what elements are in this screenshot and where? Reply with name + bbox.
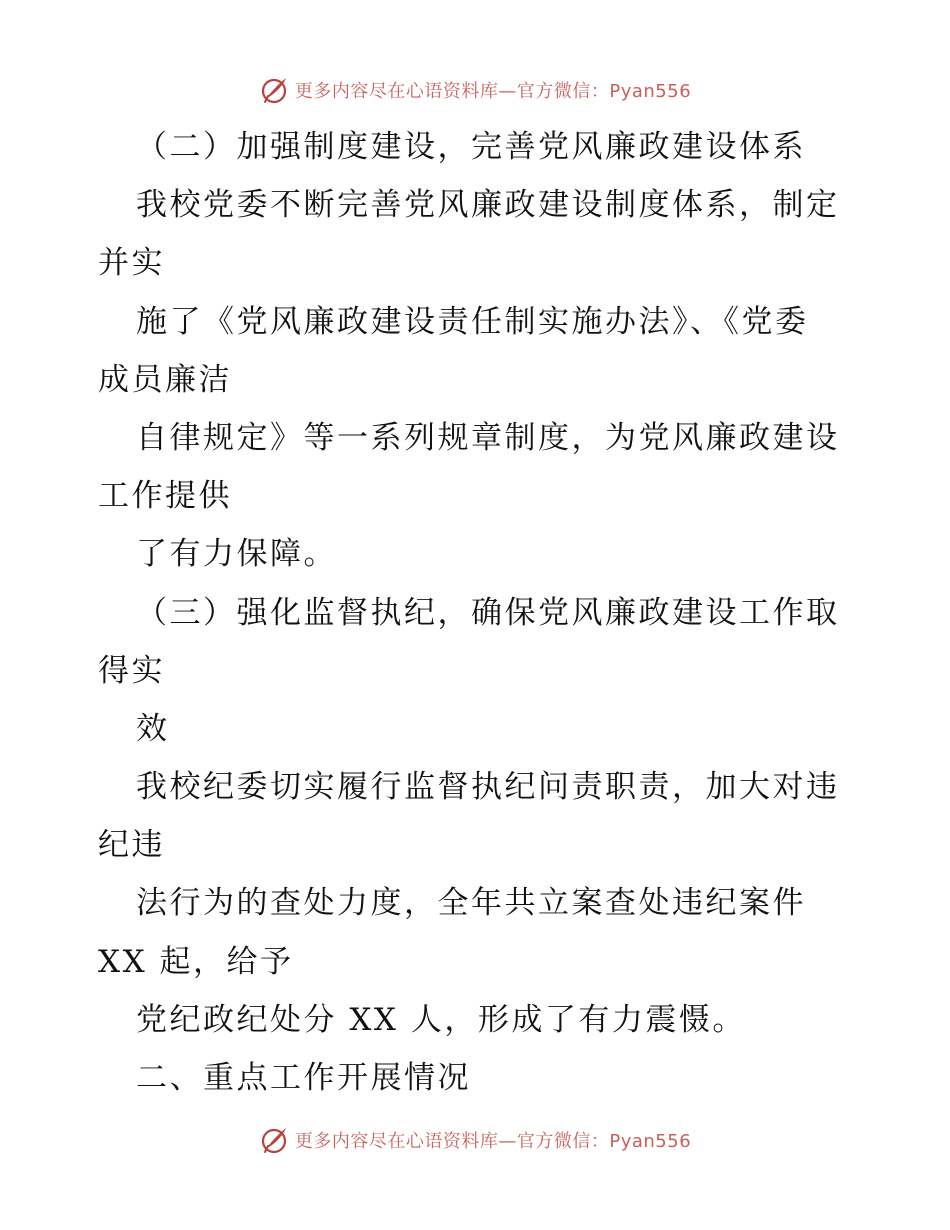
- section-heading-2: （二）加强制度建设，完善党风廉政建设体系: [136, 129, 806, 165]
- watermark-text: 更多内容尽在心语资料库—官方微信：Pyan556: [294, 1131, 692, 1152]
- paragraph-line: 法行为的查处力度，全年共立案查处违纪案件: [136, 885, 806, 922]
- paragraph-line: 工作提供: [98, 478, 232, 515]
- paragraph-line: 了有力保障。: [136, 536, 337, 573]
- document-body: [98, 118, 858, 1107]
- paragraph-line: 施了《党风廉政建设责任制实施办法》、《党委: [136, 303, 809, 340]
- paragraph-line: 并实: [98, 245, 165, 282]
- paragraph-line: XX 起，给予: [98, 943, 294, 980]
- paragraph-line: 成员廉洁: [98, 361, 232, 398]
- paragraph-line: 我校党委不断完善党风廉政建设制度体系，制定: [136, 187, 840, 224]
- section-heading-3-cont: 得实: [98, 652, 165, 689]
- header-watermark: [0, 70, 950, 110]
- footer-watermark: [0, 1120, 950, 1160]
- paragraph-line: 我校纪委切实履行监督执纪问责职责，加大对违: [136, 769, 840, 806]
- quill-logo-icon: [259, 75, 289, 105]
- paragraph-line: 党纪政纪处分 XX 人，形成了有力震慑。: [136, 1001, 746, 1038]
- paragraph-line: 自律规定》等一系列规章制度，为党风廉政建设: [136, 419, 840, 456]
- watermark-text: 更多内容尽在心语资料库—官方微信：Pyan556: [294, 81, 692, 102]
- quill-logo-icon: [259, 1125, 289, 1155]
- chapter-heading: 二、重点工作开展情况: [136, 1060, 471, 1096]
- section-heading-3: （三）强化监督执纪，确保党风廉政建设工作取: [136, 594, 840, 631]
- paragraph-line: 纪违: [98, 827, 165, 864]
- section-heading-3-cont: 效: [136, 710, 170, 747]
